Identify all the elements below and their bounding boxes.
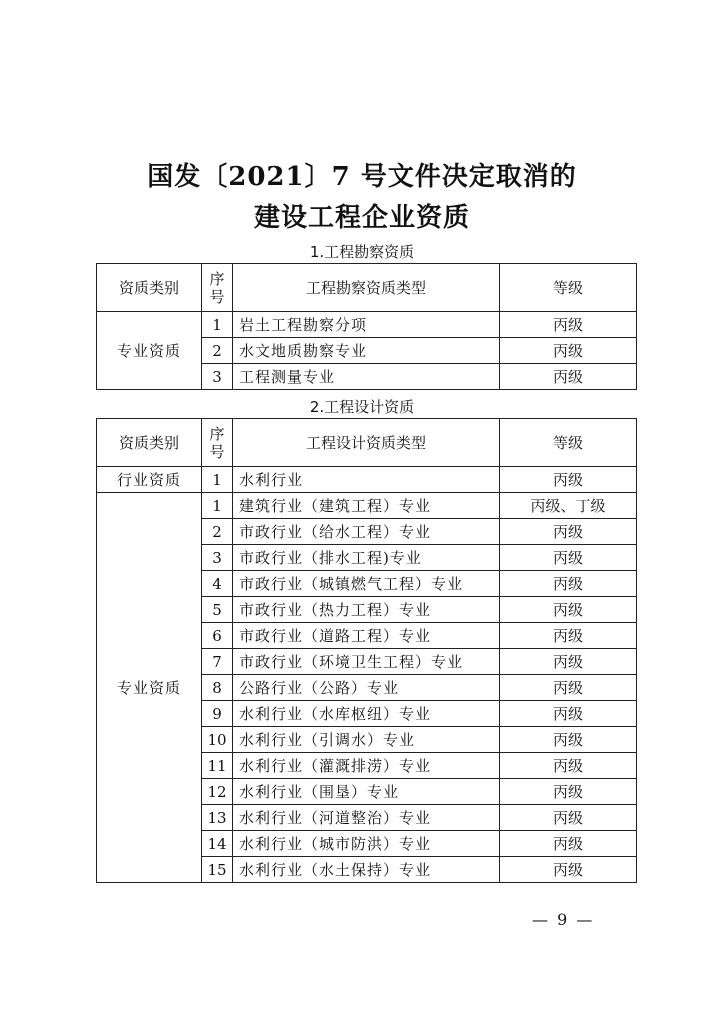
grade-cell: 丙级 bbox=[500, 779, 637, 805]
grade-cell: 丙级 bbox=[500, 364, 637, 390]
grade-cell: 丙级 bbox=[500, 623, 637, 649]
qualification-type-cell: 公路行业（公路）专业 bbox=[233, 675, 500, 701]
seq-cell: 15 bbox=[202, 857, 233, 883]
grade-cell: 丙级 bbox=[500, 338, 637, 364]
page-number: — 9 — bbox=[532, 910, 595, 929]
qualification-type-cell: 水利行业（引调水）专业 bbox=[233, 727, 500, 753]
seq-cell: 11 bbox=[202, 753, 233, 779]
qualification-type-cell: 水利行业（水库枢纽）专业 bbox=[233, 701, 500, 727]
seq-cell: 1 bbox=[202, 312, 233, 338]
grade-cell: 丙级 bbox=[500, 545, 637, 571]
grade-cell: 丙级 bbox=[500, 857, 637, 883]
grade-cell: 丙级 bbox=[500, 701, 637, 727]
table-header-row bbox=[97, 419, 637, 467]
header-grade: 等级 bbox=[500, 419, 637, 467]
seq-cell: 5 bbox=[202, 597, 233, 623]
header-category: 资质类别 bbox=[97, 419, 202, 467]
section-title-survey: 1.工程勘察资质 bbox=[309, 243, 415, 261]
qualification-type-cell: 水利行业（灌溉排涝）专业 bbox=[233, 753, 500, 779]
qualification-type-cell: 建筑行业（建筑工程）专业 bbox=[233, 493, 500, 519]
category-cell: 专业资质 bbox=[97, 493, 202, 883]
qualification-type-cell: 水利行业（围垦）专业 bbox=[233, 779, 500, 805]
header-seq-top: 序 bbox=[209, 269, 225, 288]
grade-cell: 丙级 bbox=[500, 571, 637, 597]
seq-cell: 2 bbox=[202, 338, 233, 364]
seq-cell: 10 bbox=[202, 727, 233, 753]
qualification-type-cell: 市政行业（环境卫生工程）专业 bbox=[233, 649, 500, 675]
seq-cell: 13 bbox=[202, 805, 233, 831]
seq-cell: 6 bbox=[202, 623, 233, 649]
table-row bbox=[97, 467, 637, 493]
grade-cell: 丙级 bbox=[500, 805, 637, 831]
table-header-row bbox=[97, 264, 637, 312]
seq-cell: 9 bbox=[202, 701, 233, 727]
header-type: 工程设计资质类型 bbox=[233, 419, 500, 467]
seq-cell: 1 bbox=[202, 467, 233, 493]
grade-cell: 丙级、丁级 bbox=[500, 493, 637, 519]
header-seq-bottom: 号 bbox=[209, 442, 225, 461]
seq-cell: 3 bbox=[202, 364, 233, 390]
qualification-type-cell: 水利行业（河道整治）专业 bbox=[233, 805, 500, 831]
seq-cell: 7 bbox=[202, 649, 233, 675]
seq-cell: 2 bbox=[202, 519, 233, 545]
qualification-type-cell: 市政行业（道路工程）专业 bbox=[233, 623, 500, 649]
section-title-design: 2.工程设计资质 bbox=[309, 398, 415, 416]
grade-cell: 丙级 bbox=[500, 312, 637, 338]
seq-cell: 1 bbox=[202, 493, 233, 519]
qualification-type-cell: 工程测量专业 bbox=[233, 364, 500, 390]
qualification-type-cell: 市政行业（热力工程）专业 bbox=[233, 597, 500, 623]
header-seq-top: 序 bbox=[209, 424, 225, 443]
category-cell: 专业资质 bbox=[97, 312, 202, 390]
grade-cell: 丙级 bbox=[500, 753, 637, 779]
seq-cell: 4 bbox=[202, 571, 233, 597]
grade-cell: 丙级 bbox=[500, 467, 637, 493]
header-category: 资质类别 bbox=[97, 264, 202, 312]
grade-cell: 丙级 bbox=[500, 519, 637, 545]
header-seq bbox=[202, 419, 233, 467]
qualification-type-cell: 水利行业 bbox=[233, 467, 500, 493]
grade-cell: 丙级 bbox=[500, 675, 637, 701]
header-grade: 等级 bbox=[500, 264, 637, 312]
seq-cell: 8 bbox=[202, 675, 233, 701]
grade-cell: 丙级 bbox=[500, 727, 637, 753]
qualification-type-cell: 水利行业（水土保持）专业 bbox=[233, 857, 500, 883]
survey-qualification-table bbox=[96, 263, 637, 390]
qualification-type-cell: 岩土工程勘察分项 bbox=[233, 312, 500, 338]
qualification-type-cell: 水文地质勘察专业 bbox=[233, 338, 500, 364]
qualification-type-cell: 水利行业（城市防洪）专业 bbox=[233, 831, 500, 857]
qualification-type-cell: 市政行业（给水工程）专业 bbox=[233, 519, 500, 545]
seq-cell: 12 bbox=[202, 779, 233, 805]
grade-cell: 丙级 bbox=[500, 649, 637, 675]
header-type: 工程勘察资质类型 bbox=[233, 264, 500, 312]
header-seq-bottom: 号 bbox=[209, 287, 225, 306]
grade-cell: 丙级 bbox=[500, 831, 637, 857]
design-qualification-table bbox=[96, 418, 637, 883]
seq-cell: 14 bbox=[202, 831, 233, 857]
header-seq bbox=[202, 264, 233, 312]
qualification-type-cell: 市政行业（城镇燃气工程）专业 bbox=[233, 571, 500, 597]
table-row bbox=[97, 493, 637, 519]
grade-cell: 丙级 bbox=[500, 597, 637, 623]
document-title-line-1: 国发〔2021〕7 号文件决定取消的 bbox=[147, 162, 577, 192]
document-title-line-2: 建设工程企业资质 bbox=[253, 203, 470, 233]
seq-cell: 3 bbox=[202, 545, 233, 571]
table-row bbox=[97, 312, 637, 338]
qualification-type-cell: 市政行业（排水工程)专业 bbox=[233, 545, 500, 571]
category-cell: 行业资质 bbox=[97, 467, 202, 493]
